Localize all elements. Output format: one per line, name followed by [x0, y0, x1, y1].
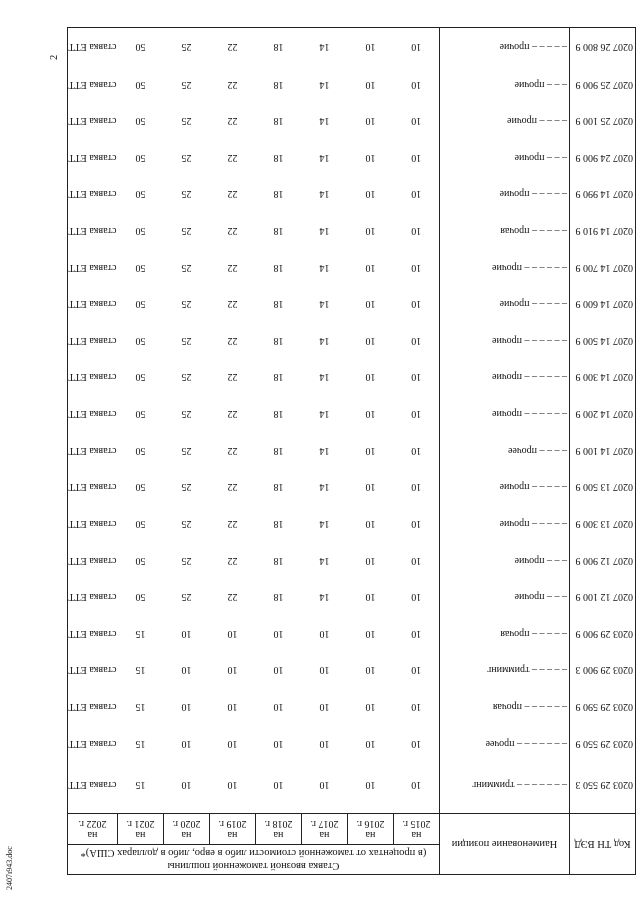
row-name: – – – – – прочая [440, 212, 570, 249]
table-row [67, 102, 635, 139]
row-rate: 50 [135, 517, 146, 529]
row-rate: 10 [411, 334, 422, 346]
year-label-na: на [365, 829, 376, 840]
row-rate: ставка ЕТТ [67, 542, 117, 579]
row-rate: 15 [135, 700, 146, 712]
row-rate: 10 [411, 779, 422, 791]
year-label-year: 2018 г. [264, 818, 293, 829]
row-rate: 10 [365, 700, 376, 712]
row-code: 0207 13 300 9 [570, 505, 636, 542]
row-rate: 22 [227, 371, 238, 383]
row-rate: 25 [181, 481, 192, 493]
year-label-na: на [411, 829, 422, 840]
row-rate: 15 [135, 627, 146, 639]
row-rate: 10 [227, 737, 238, 749]
table-end-row [67, 27, 635, 28]
year-header [67, 814, 117, 845]
row-rate: 10 [411, 664, 422, 676]
row-rate: 50 [135, 591, 146, 603]
table-row [67, 432, 635, 469]
tariff-table [67, 27, 636, 875]
row-rate: 10 [365, 41, 376, 53]
row-code: 0203 29 900 3 [570, 652, 636, 689]
row-rate: 25 [181, 298, 192, 310]
row-name: – – – – – – прочие [440, 322, 570, 359]
table-row [67, 688, 635, 725]
row-rate: 18 [273, 334, 284, 346]
table-row [67, 395, 635, 432]
year-label-na: на [319, 829, 330, 840]
row-rate: ставка ЕТТ [67, 66, 117, 103]
year-label-na: на [181, 829, 192, 840]
row-rate: 14 [319, 188, 330, 200]
row-rate: ставка ЕТТ [67, 176, 117, 213]
row-rate: 25 [181, 188, 192, 200]
row-rate: 10 [411, 700, 422, 712]
row-rate: 14 [319, 517, 330, 529]
row-rate: 10 [319, 779, 330, 791]
year-label-year: 2020 г. [172, 818, 201, 829]
row-rate: ставка ЕТТ [67, 761, 117, 813]
row-rate: 10 [411, 78, 422, 90]
row-code: 0207 14 700 9 [570, 249, 636, 286]
row-name: – – – прочие [440, 139, 570, 176]
row-rate: 22 [227, 408, 238, 420]
row-code: 0207 14 600 9 [570, 285, 636, 322]
row-rate: 50 [135, 444, 146, 456]
row-code: 0207 14 910 9 [570, 212, 636, 249]
year-label-year: 2019 г. [218, 818, 247, 829]
row-rate: 14 [319, 78, 330, 90]
row-code: 0207 25 900 9 [570, 66, 636, 103]
row-rate: 25 [181, 408, 192, 420]
row-code: 0207 14 300 9 [570, 359, 636, 396]
row-rate: 10 [365, 261, 376, 273]
row-rate: 10 [319, 627, 330, 639]
row-rate: 22 [227, 444, 238, 456]
row-rate: 25 [181, 444, 192, 456]
year-label-year: 2015 г. [402, 818, 431, 829]
row-code: 0207 25 100 9 [570, 102, 636, 139]
row-rate: 10 [411, 115, 422, 127]
row-name: – – – – – прочие [440, 505, 570, 542]
row-rate: ставка ЕТТ [67, 432, 117, 469]
table-row [67, 359, 635, 396]
row-rate: 10 [365, 664, 376, 676]
row-rate: 18 [273, 371, 284, 383]
row-rate: 10 [273, 700, 284, 712]
row-rate: 10 [365, 737, 376, 749]
row-rate: 10 [365, 225, 376, 237]
row-rate: 18 [273, 554, 284, 566]
row-code: 0207 24 900 9 [570, 139, 636, 176]
row-code: 0207 14 200 9 [570, 395, 636, 432]
row-rate: ставка ЕТТ [67, 139, 117, 176]
row-rate: 10 [181, 737, 192, 749]
row-code: 0207 12 900 9 [570, 542, 636, 579]
row-code: 0207 14 100 9 [570, 432, 636, 469]
row-rate: 22 [227, 591, 238, 603]
row-code: 0203 29 550 3 [570, 761, 636, 813]
row-rate: ставка ЕТТ [67, 322, 117, 359]
row-name: – – – – прочее [440, 432, 570, 469]
tariff-table-wrap [68, 27, 636, 875]
row-rate: 50 [135, 261, 146, 273]
row-rate: 10 [227, 664, 238, 676]
year-header [256, 814, 302, 845]
row-rate: 10 [365, 334, 376, 346]
row-rate: ставка ЕТТ [67, 652, 117, 689]
year-label-na: на [227, 829, 238, 840]
row-name: – – – – – – прочие [440, 359, 570, 396]
row-rate: 50 [135, 151, 146, 163]
row-rate: 15 [135, 664, 146, 676]
row-rate: ставка ЕТТ [67, 285, 117, 322]
row-rate: 10 [273, 737, 284, 749]
row-rate: 14 [319, 554, 330, 566]
table-row [67, 249, 635, 286]
row-rate: ставка ЕТТ [67, 615, 117, 652]
row-rate: 18 [273, 408, 284, 420]
row-rate: 50 [135, 298, 146, 310]
row-rate: 25 [181, 371, 192, 383]
row-rate: 25 [181, 41, 192, 53]
row-rate: 18 [273, 261, 284, 273]
table-row [67, 176, 635, 213]
row-rate: 15 [135, 737, 146, 749]
row-rate: 10 [181, 664, 192, 676]
row-rate: 10 [411, 408, 422, 420]
row-rate: ставка ЕТТ [67, 28, 117, 66]
row-rate: 50 [135, 554, 146, 566]
year-header [210, 814, 256, 845]
row-rate: 18 [273, 298, 284, 310]
row-name: – – – – – прочая [440, 615, 570, 652]
row-rate: 10 [411, 261, 422, 273]
row-name: – – – прочие [440, 542, 570, 579]
row-rate: ставка ЕТТ [67, 395, 117, 432]
row-rate: 14 [319, 41, 330, 53]
row-rate: 50 [135, 334, 146, 346]
table-row [67, 578, 635, 615]
row-rate: 10 [273, 779, 284, 791]
header-row-1 [67, 845, 635, 875]
row-rate: 25 [181, 115, 192, 127]
header-rate-subtitle: (в процентах от таможенной стоимости либо в евро, либо в долларах США)* [80, 847, 427, 858]
row-rate: 14 [319, 591, 330, 603]
row-rate: 10 [365, 444, 376, 456]
header-code: Код ТН ВЭД [570, 814, 636, 875]
row-rate: 10 [227, 779, 238, 791]
row-rate: 22 [227, 481, 238, 493]
row-rate: 10 [365, 591, 376, 603]
row-rate: 22 [227, 334, 238, 346]
table-row [67, 212, 635, 249]
row-rate: 10 [365, 517, 376, 529]
year-label-year: 2016 г. [356, 818, 385, 829]
row-rate: 10 [227, 627, 238, 639]
row-name: – – – – – прочие [440, 285, 570, 322]
page-number: 2 [49, 54, 60, 60]
row-name: – – – – – прочие [440, 28, 570, 66]
row-code: 0207 14 990 9 [570, 176, 636, 213]
row-rate: 25 [181, 591, 192, 603]
row-rate: 25 [181, 517, 192, 529]
year-label-year: 2022 г. [78, 818, 107, 829]
row-rate: 10 [411, 151, 422, 163]
row-rate: 10 [319, 700, 330, 712]
row-rate: 50 [135, 188, 146, 200]
row-rate: 10 [319, 664, 330, 676]
row-rate: 10 [411, 737, 422, 749]
row-rate: 10 [411, 225, 422, 237]
row-rate: 25 [181, 261, 192, 273]
row-rate: 18 [273, 41, 284, 53]
row-rate: 18 [273, 591, 284, 603]
row-rate: 10 [273, 664, 284, 676]
year-label-year: 2021 г. [126, 818, 155, 829]
row-name: – – – – прочие [440, 102, 570, 139]
row-rate: 14 [319, 298, 330, 310]
row-rate: 10 [365, 779, 376, 791]
row-rate: 22 [227, 554, 238, 566]
year-label-na: на [135, 829, 146, 840]
table-row [67, 322, 635, 359]
year-header [394, 814, 440, 845]
table-bottom-border [67, 27, 635, 28]
row-rate: 25 [181, 334, 192, 346]
row-rate: 22 [227, 261, 238, 273]
row-name: – – – – – прочие [440, 469, 570, 506]
row-rate: 18 [273, 225, 284, 237]
row-rate: 10 [411, 41, 422, 53]
row-rate: 10 [273, 627, 284, 639]
row-rate: 10 [411, 481, 422, 493]
row-rate: 10 [365, 627, 376, 639]
year-header [302, 814, 348, 845]
row-rate: ставка ЕТТ [67, 212, 117, 249]
table-row [67, 725, 635, 762]
row-rate: 10 [411, 554, 422, 566]
row-code: 0203 29 900 9 [570, 615, 636, 652]
table-row [67, 139, 635, 176]
row-rate: 22 [227, 298, 238, 310]
row-name: – – – – – – прочая [440, 688, 570, 725]
row-code: 0207 14 500 9 [570, 322, 636, 359]
year-label-na: на [273, 829, 284, 840]
row-rate: 14 [319, 481, 330, 493]
row-rate: 10 [365, 188, 376, 200]
row-rate: 25 [181, 554, 192, 566]
table-row [67, 615, 635, 652]
row-rate: 10 [365, 481, 376, 493]
row-name: – – – – – – – тримминг [440, 761, 570, 813]
row-name: – – – – – прочие [440, 176, 570, 213]
row-rate: 10 [181, 627, 192, 639]
table-row [67, 505, 635, 542]
row-rate: 18 [273, 115, 284, 127]
row-rate: 50 [135, 225, 146, 237]
row-rate: 10 [411, 188, 422, 200]
row-rate: 25 [181, 225, 192, 237]
row-rate: 10 [181, 779, 192, 791]
row-rate: 14 [319, 444, 330, 456]
row-rate: 10 [411, 444, 422, 456]
row-rate: 14 [319, 115, 330, 127]
row-rate: 10 [181, 700, 192, 712]
table-row [67, 652, 635, 689]
row-rate: 22 [227, 188, 238, 200]
row-name: – – – – – – прочие [440, 249, 570, 286]
row-rate: 18 [273, 481, 284, 493]
row-rate: 15 [135, 779, 146, 791]
row-rate: 22 [227, 225, 238, 237]
row-rate: 22 [227, 151, 238, 163]
row-rate: 18 [273, 188, 284, 200]
row-name: – – – прочие [440, 578, 570, 615]
row-rate: 10 [365, 151, 376, 163]
row-rate: 14 [319, 225, 330, 237]
row-rate: ставка ЕТТ [67, 249, 117, 286]
row-rate: 10 [365, 78, 376, 90]
row-rate: 14 [319, 334, 330, 346]
year-label-year: 2017 г. [310, 818, 339, 829]
row-rate: ставка ЕТТ [67, 505, 117, 542]
row-name: – – – прочие [440, 66, 570, 103]
header-name: Наименование позиции [440, 814, 570, 875]
row-rate: ставка ЕТТ [67, 725, 117, 762]
row-rate: 10 [365, 298, 376, 310]
header-rate [67, 845, 439, 875]
row-rate: 50 [135, 408, 146, 420]
row-rate: 10 [411, 627, 422, 639]
row-rate: ставка ЕТТ [67, 578, 117, 615]
table-row [67, 469, 635, 506]
year-header [348, 814, 394, 845]
row-rate: 10 [319, 737, 330, 749]
row-rate: 50 [135, 41, 146, 53]
row-rate: 10 [365, 371, 376, 383]
row-rate: 18 [273, 151, 284, 163]
table-row [67, 28, 635, 66]
row-rate: 10 [411, 298, 422, 310]
row-rate: 14 [319, 261, 330, 273]
row-name: – – – – – тримминг [440, 652, 570, 689]
table-row [67, 761, 635, 813]
row-code: 0207 13 500 9 [570, 469, 636, 506]
row-name: – – – – – – прочие [440, 395, 570, 432]
row-rate: ставка ЕТТ [67, 469, 117, 506]
row-code: 0207 12 100 9 [570, 578, 636, 615]
row-rate: 10 [365, 554, 376, 566]
row-rate: 50 [135, 78, 146, 90]
row-rate: 22 [227, 517, 238, 529]
row-rate: 10 [411, 591, 422, 603]
header-rate-title: Ставка ввозной таможенной пошлины [167, 860, 340, 871]
row-rate: 18 [273, 78, 284, 90]
row-rate: 14 [319, 371, 330, 383]
table-row [67, 542, 635, 579]
row-rate: 10 [227, 700, 238, 712]
row-code: 0203 29 590 9 [570, 688, 636, 725]
row-rate: 10 [411, 517, 422, 529]
year-header [118, 814, 164, 845]
table-row [67, 285, 635, 322]
row-rate: 50 [135, 371, 146, 383]
row-code: 0203 29 550 9 [570, 725, 636, 762]
row-rate: 14 [319, 408, 330, 420]
footer-filename: 2407ı943.doc [5, 846, 14, 890]
table-row [67, 66, 635, 103]
row-code: 0207 26 800 9 [570, 28, 636, 66]
row-name: – – – – – – – прочее [440, 725, 570, 762]
row-rate: 22 [227, 78, 238, 90]
row-rate: ставка ЕТТ [67, 688, 117, 725]
row-rate: 10 [365, 115, 376, 127]
row-rate: 50 [135, 481, 146, 493]
row-rate: 25 [181, 78, 192, 90]
row-rate: 22 [227, 115, 238, 127]
year-label-na: на [87, 829, 98, 840]
row-rate: 10 [411, 371, 422, 383]
row-rate: 18 [273, 444, 284, 456]
row-rate: 10 [365, 408, 376, 420]
row-rate: 22 [227, 41, 238, 53]
row-rate: 14 [319, 151, 330, 163]
row-rate: ставка ЕТТ [67, 102, 117, 139]
year-header [164, 814, 210, 845]
row-rate: 50 [135, 115, 146, 127]
row-rate: 18 [273, 517, 284, 529]
row-rate: ставка ЕТТ [67, 359, 117, 396]
row-rate: 25 [181, 151, 192, 163]
